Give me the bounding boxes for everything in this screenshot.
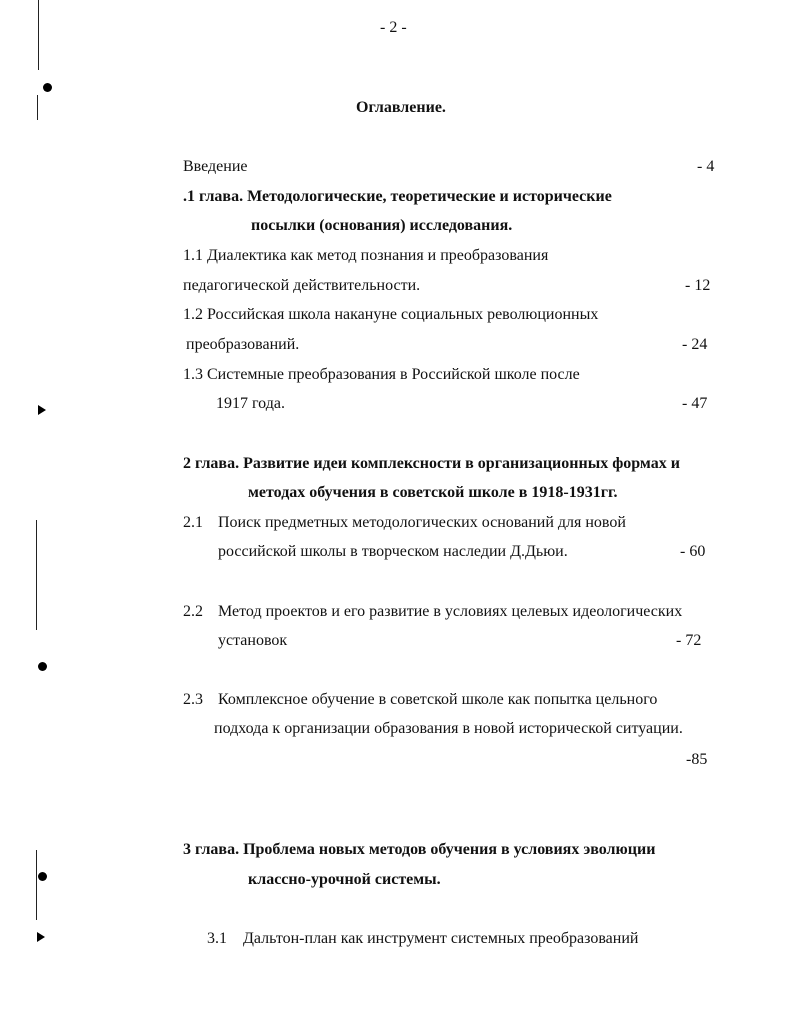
toc-chapter-3-title: 3 глава. Проблема новых методов обучения в условиях эволюции (183, 841, 656, 858)
toc-section-1-3-cont: 1917 года. (216, 395, 285, 412)
toc-section-1-1-cont: педагогической действительности. (183, 277, 421, 294)
punch-hole-mark (43, 83, 52, 92)
toc-chapter-2-title: 2 глава. Развитие идеи комплексности в организационных формах и (183, 455, 680, 472)
toc-section-2-3-cont: подхода к организации образования в новой исторической ситуации. (214, 720, 683, 737)
punch-hole-mark (38, 872, 47, 881)
toc-section-2-1: Поиск предметных методологических оснований для новой (218, 514, 626, 531)
punch-hole-mark (38, 405, 46, 415)
page-number: - 2 - (380, 19, 407, 36)
toc-section-2-1-number: 2.1 (183, 514, 203, 531)
toc-section-2-3: Комплексное обучение в советской школе как попытка цельного (218, 691, 658, 708)
toc-section-1-3: 1.3 Системные преобразования в Российской школе после (183, 366, 580, 383)
toc-section-1-1: 1.1 Диалектика как метод познания и преобразования (183, 247, 549, 264)
punch-hole-mark (37, 932, 45, 942)
toc-section-1-3-page: - 47 (682, 395, 708, 412)
punch-hole-mark (38, 662, 47, 671)
binding-edge-line (37, 95, 38, 120)
toc-intro-label: Введение (183, 158, 248, 175)
toc-section-1-2-cont: преобразований. (186, 336, 300, 353)
toc-section-2-1-cont: российской школы в творческом наследии Д.Дьюи. (218, 543, 568, 560)
toc-section-3-1: Дальтон-план как инструмент системных преобразований (243, 930, 639, 947)
toc-section-3-1-number: 3.1 (207, 930, 227, 947)
toc-section-2-3-page: -85 (686, 751, 708, 768)
toc-section-2-2: Метод проектов и его развитие в условиях целевых идеологических (218, 603, 683, 620)
toc-section-2-2-page: - 72 (676, 632, 702, 649)
toc-chapter-1-title: .1 глава. Методологические, теоретические и исторические (183, 188, 612, 205)
page-title: Оглавление. (356, 99, 446, 116)
toc-section-2-3-number: 2.3 (183, 691, 203, 708)
toc-section-1-1-page: - 12 (685, 277, 711, 294)
toc-chapter-2-title-cont: методах обучения в советской школе в 1918-1931гг. (248, 484, 618, 501)
toc-intro-page: - 4 (697, 158, 715, 175)
toc-section-2-2-cont: установок (218, 632, 288, 649)
toc-section-2-1-page: - 60 (680, 543, 706, 560)
toc-chapter-3-title-cont: классно-урочной системы. (248, 871, 441, 888)
binding-edge-line (36, 520, 37, 630)
binding-edge-line (38, 0, 39, 70)
toc-section-1-2-page: - 24 (682, 336, 708, 353)
binding-edge-line (36, 850, 37, 920)
toc-section-2-2-number: 2.2 (183, 603, 203, 620)
toc-section-1-2: 1.2 Российская школа накануне социальных революционных (183, 306, 599, 323)
toc-chapter-1-title-cont: посылки (основания) исследования. (251, 217, 513, 234)
